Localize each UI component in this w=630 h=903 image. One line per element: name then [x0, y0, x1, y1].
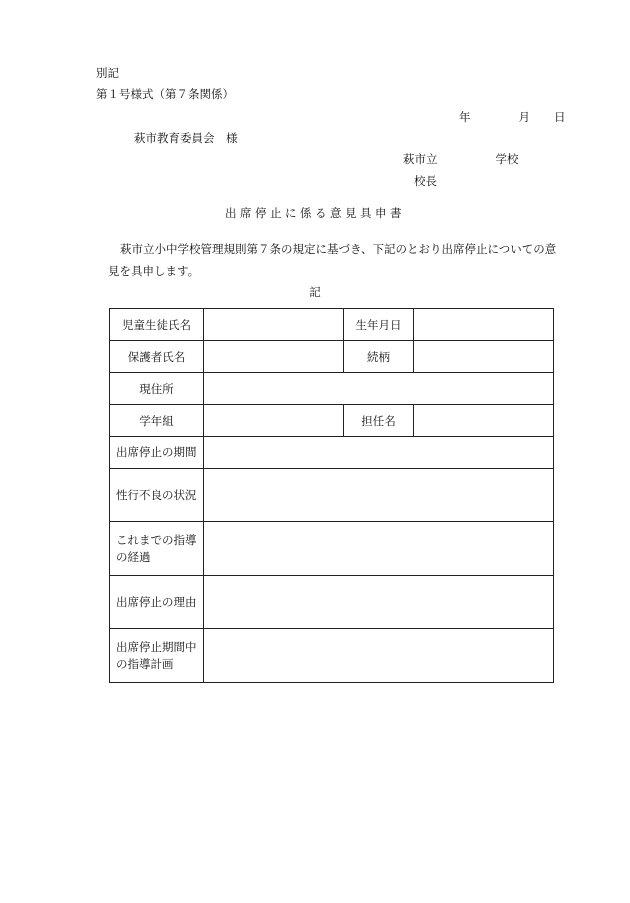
birth-date-field[interactable] — [414, 309, 554, 341]
grade-class-field[interactable] — [204, 405, 344, 437]
grade-class-label: 学年組 — [110, 405, 204, 437]
guidance-plan-label — [110, 629, 204, 683]
table-row — [110, 341, 554, 373]
table-row — [110, 576, 554, 629]
relationship-field[interactable] — [414, 341, 554, 373]
guidance-plan-line1: 出席停止期間中 — [116, 639, 197, 654]
table-row — [110, 437, 554, 469]
misconduct-status-label: 性行不良の状況 — [110, 469, 204, 522]
birth-date-label: 生年月日 — [344, 309, 414, 341]
address-field[interactable] — [204, 373, 554, 405]
guidance-history-line2: の経過 — [116, 549, 151, 564]
table-row — [110, 309, 554, 341]
student-name-field[interactable] — [204, 309, 344, 341]
ki-heading: 記 — [309, 285, 321, 299]
guardian-name-field[interactable] — [204, 341, 344, 373]
annex-label: 別記 — [96, 66, 119, 80]
misconduct-status-field[interactable] — [204, 469, 554, 522]
relationship-label: 続柄 — [344, 341, 414, 373]
table-row — [110, 469, 554, 522]
school-prefix: 萩市立 — [403, 152, 438, 166]
addressee: 萩市教育委員会 様 — [134, 131, 238, 145]
opinion-form-table — [109, 308, 554, 683]
form-number: 第１号様式（第７条関係） — [96, 87, 234, 101]
table-row — [110, 373, 554, 405]
address-label: 現住所 — [110, 373, 204, 405]
date-line — [459, 112, 566, 124]
guidance-plan-line2: の指導計画 — [116, 656, 174, 671]
date-day: 日 — [554, 110, 566, 124]
homeroom-teacher-label: 担任名 — [344, 405, 414, 437]
table-row — [110, 522, 554, 576]
school-suffix: 学校 — [495, 152, 519, 166]
homeroom-teacher-field[interactable] — [414, 405, 554, 437]
school-line — [403, 154, 519, 166]
table-row — [110, 405, 554, 437]
suspension-period-field[interactable] — [204, 437, 554, 469]
date-month: 月 — [518, 110, 530, 124]
student-name-label: 児童生徒氏名 — [110, 309, 204, 341]
guidance-plan-field[interactable] — [204, 629, 554, 683]
guidance-history-label — [110, 522, 204, 576]
suspension-reason-field[interactable] — [204, 576, 554, 629]
guardian-name-label: 保護者氏名 — [110, 341, 204, 373]
document-title: 出席停止に係る意見具申書 — [225, 206, 405, 220]
principal-label: 校長 — [414, 174, 437, 188]
body-paragraph: 萩市立小中学校管理規則第７条の規定に基づき、下記のとおり出席停止についての意見を具申します。 — [108, 242, 557, 278]
suspension-reason-label: 出席停止の理由 — [110, 576, 204, 629]
guidance-history-field[interactable] — [204, 522, 554, 576]
date-year: 年 — [459, 110, 471, 124]
guidance-history-line1: これまでの指導 — [116, 532, 197, 547]
suspension-period-label: 出席停止の期間 — [110, 437, 204, 469]
table-row — [110, 629, 554, 683]
